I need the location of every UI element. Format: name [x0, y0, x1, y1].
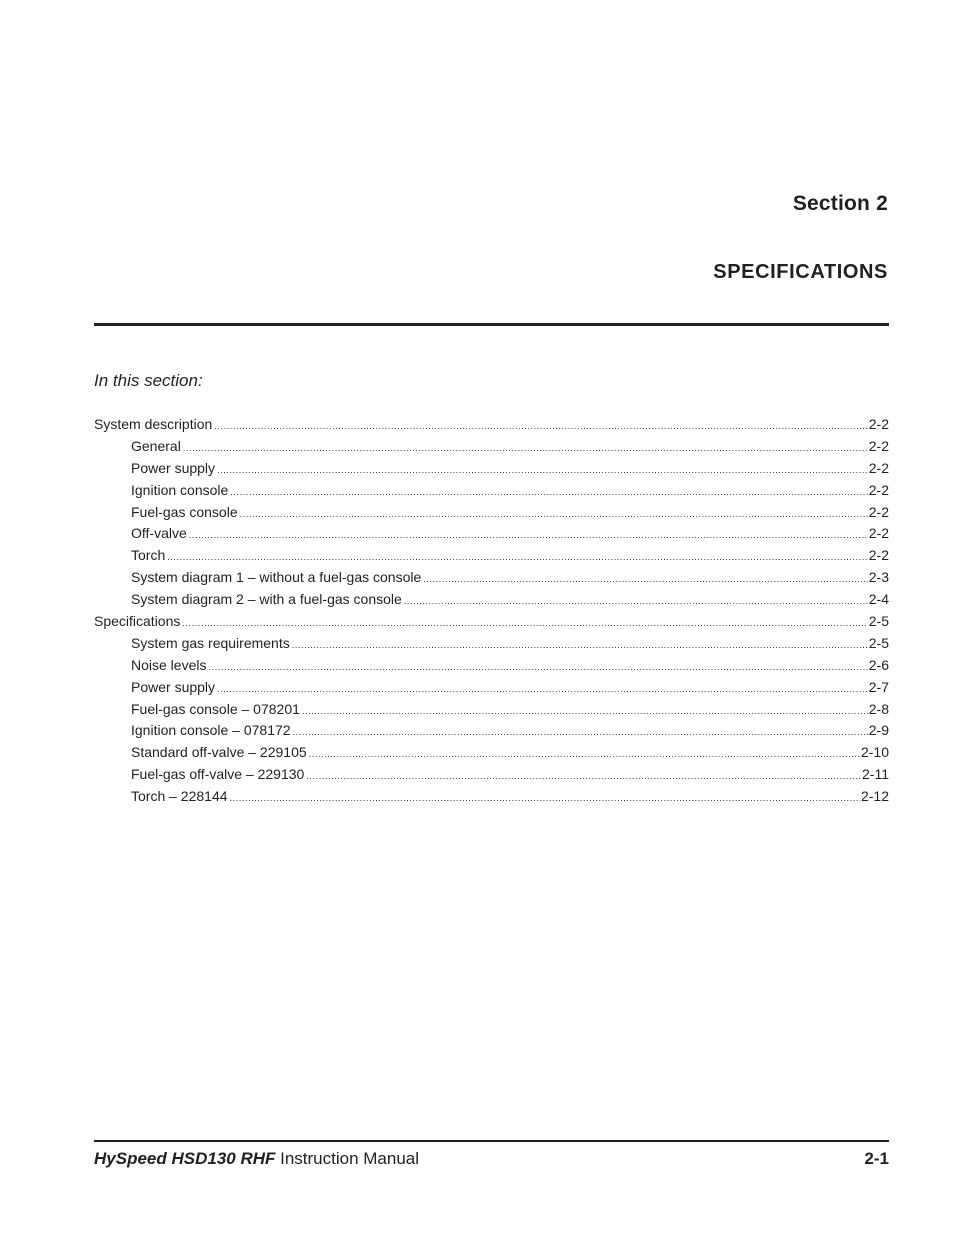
toc-entry-label: Standard off-valve – 229105 [131, 744, 307, 761]
toc-entry-label: Ignition console – 078172 [131, 722, 291, 739]
toc-entry[interactable] [94, 523, 889, 545]
toc-entry-label: System gas requirements [131, 634, 290, 651]
toc-entry[interactable] [94, 633, 889, 655]
section-label: Section 2 [792, 192, 888, 215]
toc-dot-leader [293, 722, 868, 744]
toc-entry-page: 2-4 [868, 591, 889, 608]
toc-entry-label: System diagram 1 – without a fuel-gas console [131, 569, 422, 586]
page-footer [94, 1149, 889, 1169]
toc-entry-page: 2-2 [868, 437, 889, 454]
toc-dot-leader [217, 679, 868, 701]
toc-entry-label: Fuel-gas console – 078201 [131, 700, 300, 717]
toc-entry-label: Torch – 228144 [131, 788, 228, 805]
footer-product-name: HySpeed HSD130 RHF [94, 1149, 276, 1168]
toc-dot-leader [230, 482, 867, 504]
toc-entry-label: Specifications [94, 613, 181, 630]
footer-page-number: 2-1 [864, 1149, 889, 1168]
toc-entry[interactable] [94, 764, 889, 786]
toc-entry-page: 2-2 [868, 481, 889, 498]
toc-entry-page: 2-11 [862, 766, 889, 783]
toc-entry-page: 2-5 [868, 613, 889, 630]
toc-entry-label: Fuel-gas console [131, 503, 238, 520]
toc-entry-label: System diagram 2 – with a fuel-gas console [131, 591, 402, 608]
toc-dot-leader [183, 438, 868, 460]
toc-dot-leader [167, 547, 868, 569]
footer-title [94, 1149, 419, 1169]
toc-entry[interactable] [94, 502, 889, 524]
toc-entry-page: 2-2 [868, 547, 889, 564]
toc-entry-page: 2-5 [868, 634, 889, 651]
footer-divider [94, 1140, 889, 1142]
toc-entry[interactable] [94, 480, 889, 502]
toc-entry-page: 2-2 [868, 459, 889, 476]
toc-entry-page: 2-3 [868, 569, 889, 586]
intro-heading: In this section: [94, 371, 203, 390]
toc-entry[interactable] [94, 655, 889, 677]
toc-entry[interactable] [94, 720, 889, 742]
toc-dot-leader [302, 701, 868, 723]
toc-entry-page: 2-2 [868, 525, 889, 542]
toc-dot-leader [230, 788, 860, 810]
toc-entry[interactable] [94, 611, 889, 633]
toc-dot-leader [306, 766, 861, 788]
toc-entry-label: Off-valve [131, 525, 187, 542]
toc-entry-label: Ignition console [131, 481, 229, 498]
title-divider [94, 323, 889, 326]
toc-entry-page: 2-12 [860, 788, 889, 805]
toc-entry[interactable] [94, 786, 889, 808]
table-of-contents [94, 414, 889, 808]
toc-entry[interactable] [94, 742, 889, 764]
toc-entry[interactable] [94, 589, 889, 611]
toc-dot-leader [292, 635, 868, 657]
toc-dot-leader [208, 657, 867, 679]
toc-entry-page: 2-9 [868, 722, 889, 739]
toc-entry-page: 2-2 [868, 416, 889, 432]
toc-dot-leader [217, 460, 868, 482]
toc-entry-page: 2-8 [868, 700, 889, 717]
toc-dot-leader [189, 525, 868, 547]
toc-entry[interactable] [94, 677, 889, 699]
toc-entry-label: System description [94, 416, 213, 432]
toc-entry-page: 2-7 [868, 678, 889, 695]
toc-dot-leader [214, 416, 867, 438]
toc-entry[interactable] [94, 436, 889, 458]
section-title: SPECIFICATIONS [713, 261, 888, 283]
toc-dot-leader [309, 744, 860, 766]
toc-entry-page: 2-10 [860, 744, 889, 761]
toc-dot-leader [423, 569, 868, 591]
toc-entry-label: Fuel-gas off-valve – 229130 [131, 766, 305, 783]
toc-entry-label: Torch [131, 547, 166, 564]
footer-manual-label: Instruction Manual [280, 1149, 420, 1168]
toc-entry[interactable] [94, 458, 889, 480]
toc-entry-page: 2-6 [868, 656, 889, 673]
toc-dot-leader [182, 613, 867, 635]
toc-entry[interactable] [94, 567, 889, 589]
toc-entry-label: Noise levels [131, 656, 207, 673]
toc-entry-label: Power supply [131, 459, 216, 476]
toc-entry[interactable] [94, 699, 889, 721]
toc-entry-label: Power supply [131, 678, 216, 695]
toc-entry[interactable] [94, 545, 889, 567]
toc-dot-leader [404, 591, 868, 613]
toc-entry-page: 2-2 [868, 503, 889, 520]
toc-entry[interactable] [94, 414, 889, 436]
toc-entry-label: General [131, 437, 181, 454]
toc-dot-leader [240, 504, 868, 526]
